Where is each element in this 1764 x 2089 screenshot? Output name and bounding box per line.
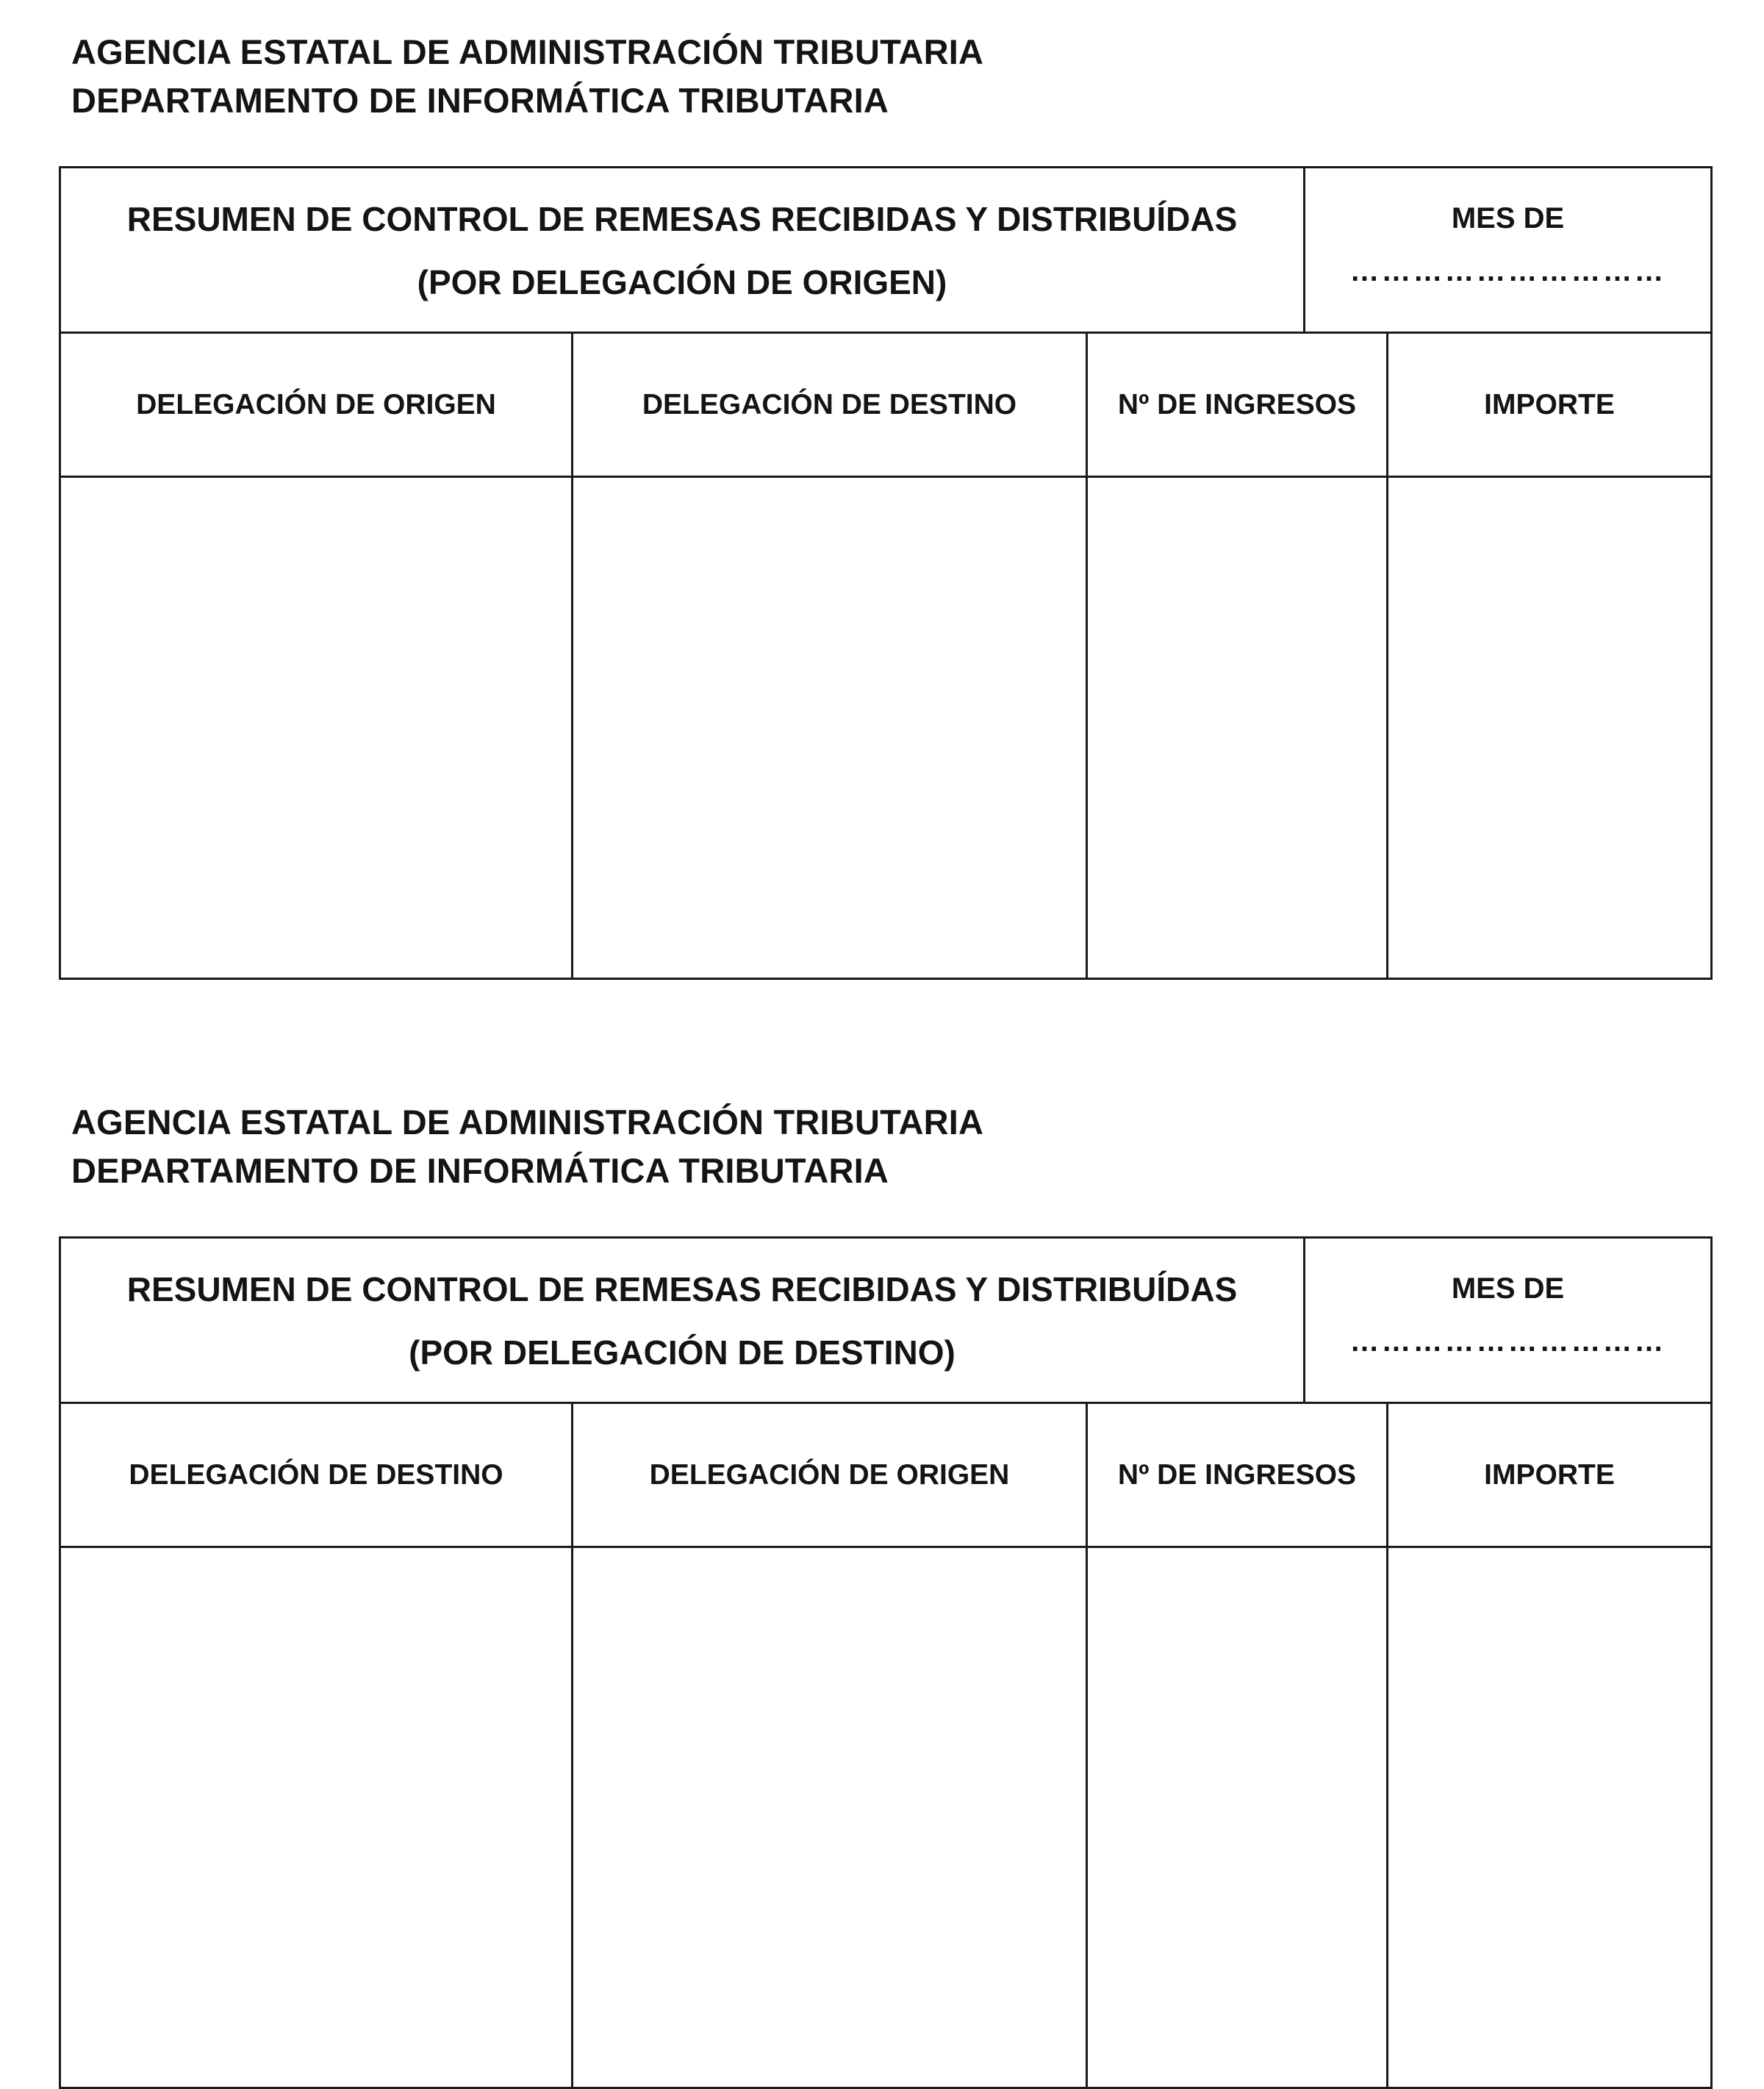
agency-header [71,1098,983,1195]
column-header-destination: DELEGACIÓN DE DESTINO [573,334,1088,476]
column-header-origin: DELEGACIÓN DE ORIGEN [61,334,573,476]
table-body-row [61,1548,1710,2087]
table-title-line2: (POR DELEGACIÓN DE DESTINO) [409,1333,956,1372]
table-title-row [61,168,1710,334]
table-title-row [61,1239,1710,1404]
table-title [61,1239,1305,1402]
column-header-row [61,1404,1710,1548]
column-header-amount: IMPORTE [1484,1458,1615,1491]
department-name: DEPARTAMENTO DE INFORMÁTICA TRIBUTARIA [71,1151,889,1190]
table-title-line2: (POR DELEGACIÓN DE ORIGEN) [417,263,947,301]
table-body-row [61,478,1710,978]
month-field[interactable] [1305,1239,1710,1402]
month-fill-line[interactable]: ………………………… [1349,1325,1666,1358]
origin-entry-cell[interactable] [573,1548,1088,2087]
table-title [61,168,1305,332]
destination-entry-cell[interactable] [573,478,1088,978]
remittance-summary-table [59,1236,1713,2089]
column-header-origin: DELEGACIÓN DE ORIGEN [573,1404,1088,1546]
column-header-amount: IMPORTE [1484,388,1615,420]
column-header-row [61,334,1710,478]
column-header-destination: DELEGACIÓN DE DESTINO [61,1404,573,1546]
amount-entry-cell[interactable] [1388,1548,1710,2087]
month-fill-line[interactable]: ………………………… [1349,255,1666,287]
destination-entry-cell[interactable] [61,1548,573,2087]
table-title-line1: RESUMEN DE CONTROL DE REMESAS RECIBIDAS Y DISTRIBUÍDAS [126,1270,1238,1308]
agency-name: AGENCIA ESTATAL DE ADMINISTRACIÓN TRIBUTARIA [71,32,984,71]
column-header-income-count: Nº DE INGRESOS [1088,334,1388,476]
month-label: MES DE [1451,1272,1565,1305]
income-count-entry-cell[interactable] [1088,478,1388,978]
column-header-income-count: Nº DE INGRESOS [1088,1404,1388,1546]
table-title-line1: RESUMEN DE CONTROL DE REMESAS RECIBIDAS Y DISTRIBUÍDAS [126,200,1238,238]
month-field[interactable] [1305,168,1710,332]
amount-entry-cell[interactable] [1388,478,1710,978]
origin-entry-cell[interactable] [61,478,573,978]
department-name: DEPARTAMENTO DE INFORMÁTICA TRIBUTARIA [71,81,889,120]
remittance-summary-table [59,166,1713,980]
agency-header [71,28,983,125]
month-label: MES DE [1451,202,1565,234]
agency-name: AGENCIA ESTATAL DE ADMINISTRACIÓN TRIBUTARIA [71,1103,984,1142]
income-count-entry-cell[interactable] [1088,1548,1388,2087]
